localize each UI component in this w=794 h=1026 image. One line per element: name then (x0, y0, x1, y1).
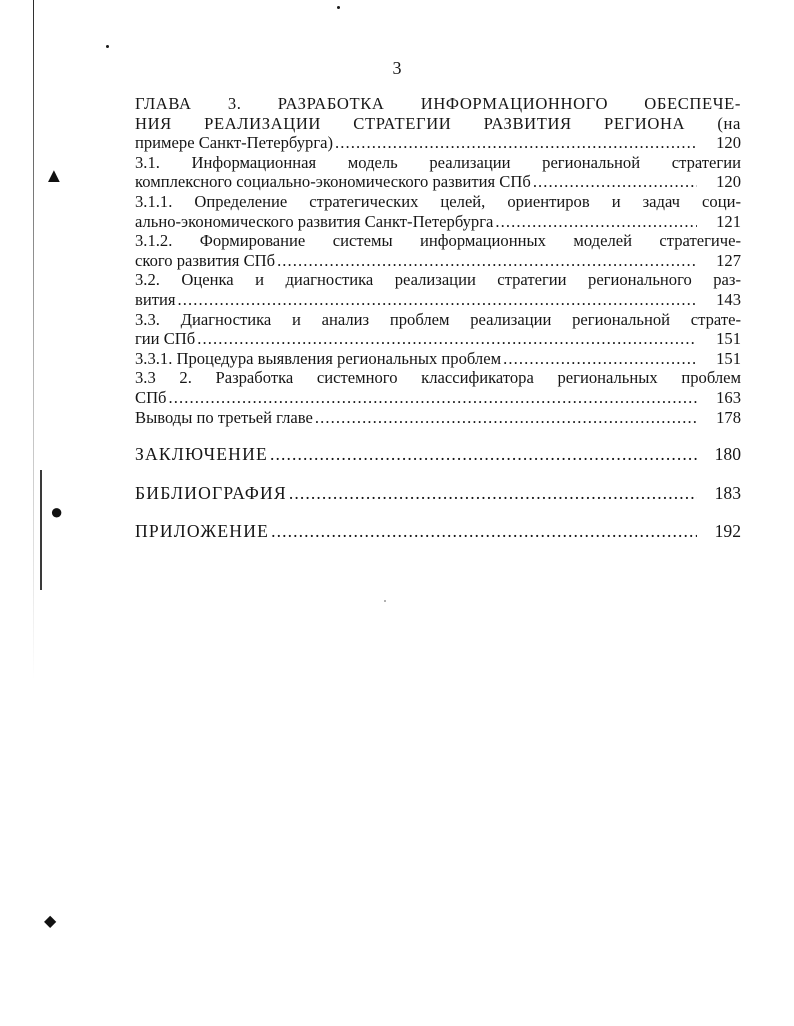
dot-leader (271, 522, 697, 542)
toc-page-number: 151 (716, 329, 741, 349)
toc-entry-text: СПб (135, 387, 167, 407)
scan-speck (337, 6, 340, 9)
scan-speck (384, 600, 386, 602)
toc-entry-last-line (135, 484, 741, 504)
scan-edge-line (33, 0, 34, 680)
toc-entry-bibliography (135, 484, 741, 504)
toc-page-number: 120 (716, 172, 741, 192)
toc-entry-text-line: 3.1.1. Определение стратегических целей, ориентиров и задач соци- (135, 191, 741, 211)
toc-entry-appendix (135, 522, 741, 542)
toc-entry-text: БИБЛИОГРАФИЯ (135, 482, 287, 503)
toc-entry-conclusion (135, 445, 741, 465)
toc-entry-text: ЗАКЛЮЧЕНИЕ (135, 444, 268, 465)
toc-entry-last-line (135, 172, 741, 192)
toc-entry-last-line (135, 349, 741, 369)
dot-leader (177, 290, 697, 310)
toc-entry-last-line (135, 522, 741, 542)
toc-page-number: 180 (714, 444, 741, 465)
toc-page-number: 143 (716, 289, 741, 309)
dot-leader (503, 349, 697, 369)
dot-leader (495, 212, 697, 232)
toc-entry-chapter-3 (135, 94, 741, 153)
toc-entry-text: ПРИЛОЖЕНИЕ (135, 521, 270, 542)
toc-entry-text-line: 3.1. Информационная модель реализации региональной стратегии (135, 152, 741, 172)
toc-entry-3-3-1 (135, 349, 741, 369)
dot-leader (533, 172, 697, 192)
toc-entry-3-3 (135, 310, 741, 349)
dot-leader (289, 484, 697, 504)
toc-page-number: 192 (714, 521, 741, 542)
toc-entry-3-1 (135, 153, 741, 192)
toc-entry-text: 3.3.1. Процедура выявления региональных проблем (135, 348, 502, 368)
toc-entry-last-line (135, 329, 741, 349)
toc-entry-last-line (135, 251, 741, 271)
toc-entry-chapter-3-conclusions (135, 408, 741, 428)
toc-entry-last-line (135, 388, 741, 408)
toc-entry-last-line (135, 133, 741, 153)
scan-mark-arrow-icon: ▲ (44, 165, 64, 187)
toc-entry-3-3-2 (135, 368, 741, 407)
toc-page-number: 127 (716, 250, 741, 270)
toc-entry-text: комплексного социально-экономического развития СПб (135, 172, 531, 192)
toc-page-number: 121 (716, 211, 741, 231)
toc-page-number: 151 (716, 348, 741, 368)
toc-entry-text: Выводы по третьей главе (135, 407, 313, 427)
toc-entry-text: примере Санкт-Петербурга) (135, 133, 334, 153)
toc-page-number: 183 (714, 482, 741, 503)
page-number: 3 (392, 58, 402, 78)
scan-speck (106, 45, 109, 48)
toc-entry-text: гии СПб (135, 329, 196, 349)
toc-entry-text-line: 3.1.2. Формирование системы информационных моделей стратегиче- (135, 231, 741, 251)
dot-leader (197, 329, 697, 349)
dot-leader (277, 251, 697, 271)
dot-leader (270, 445, 697, 465)
scan-mark-blot-icon: ● (50, 499, 64, 524)
table-of-contents (135, 94, 741, 542)
toc-entry-text: ально-экономического развития Санкт-Петербурга (135, 211, 494, 231)
toc-entry-text-line: НИЯ РЕАЛИЗАЦИИ СТРАТЕГИИ РАЗВИТИЯ РЕГИОНА (на (135, 113, 741, 133)
toc-entry-text-line: 3.3. Диагностика и анализ проблем реализации региональной страте- (135, 309, 741, 329)
toc-entry-text: ского развития СПб (135, 250, 276, 270)
toc-entry-text-line: 3.3 2. Разработка системного классификатора региональных проблем (135, 368, 741, 388)
toc-entry-3-1-1 (135, 192, 741, 231)
toc-page-number: 178 (716, 407, 741, 427)
toc-entry-text: вития (135, 289, 176, 309)
scan-mark-blot-icon: ◆ (44, 913, 57, 930)
scan-edge-line (40, 470, 42, 590)
dot-leader (169, 388, 698, 408)
toc-entry-3-2 (135, 270, 741, 309)
toc-entry-last-line (135, 212, 741, 232)
toc-entry-last-line (135, 290, 741, 310)
toc-entry-text-line: ГЛАВА 3. РАЗРАБОТКА ИНФОРМАЦИОННОГО ОБЕСПЕЧЕ- (135, 94, 741, 113)
dot-leader (335, 133, 697, 153)
dot-leader (315, 408, 697, 428)
toc-entry-last-line (135, 445, 741, 465)
toc-entry-last-line (135, 408, 741, 428)
toc-entry-text-line: 3.2. Оценка и диагностика реализации стратегии регионального раз- (135, 270, 741, 290)
toc-page-number: 120 (716, 133, 741, 153)
toc-page-number: 163 (716, 387, 741, 407)
toc-entry-3-1-2 (135, 231, 741, 270)
